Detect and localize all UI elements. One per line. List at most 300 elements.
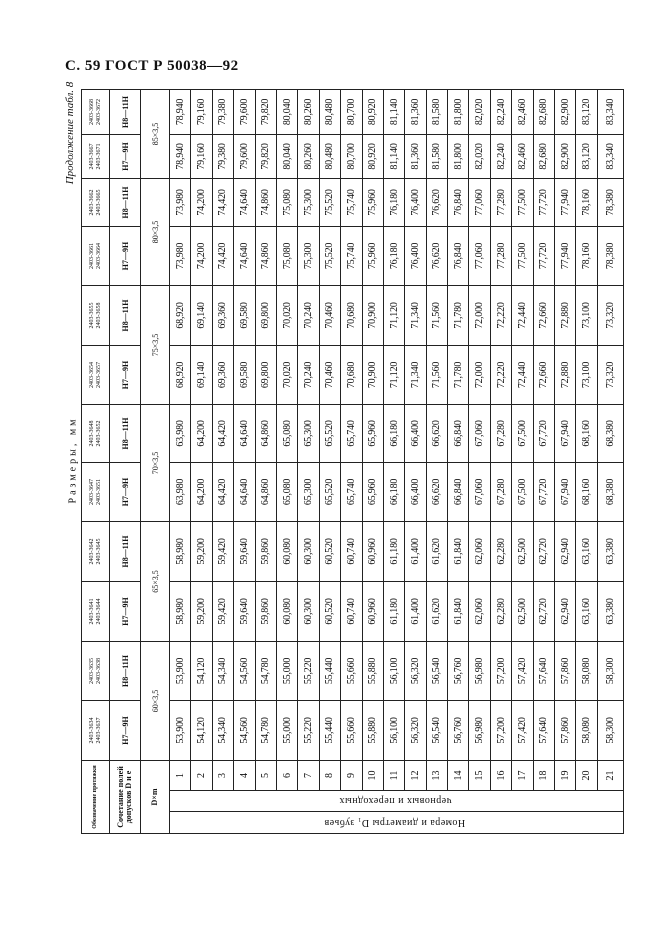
tolerance-cell: H8—11H: [110, 521, 141, 581]
row-number: 3: [212, 760, 233, 790]
row-number: 6: [276, 760, 297, 790]
value-cell: 67,280: [490, 404, 511, 462]
value-cell: 74,200: [191, 178, 212, 226]
value-cell: 68,920: [170, 285, 191, 345]
value-cell: 54,120: [191, 700, 212, 760]
value-cell: 72,440: [512, 285, 533, 345]
value-cell: 81,140: [383, 89, 404, 134]
row-number: 7: [298, 760, 319, 790]
value-cell: 53,900: [170, 641, 191, 700]
value-cell: 67,720: [533, 404, 554, 462]
value-cell: 63,980: [170, 462, 191, 521]
designation-label: Обозначение протяжки: [82, 760, 110, 833]
value-cell: 59,420: [212, 581, 233, 641]
row-number: 12: [405, 760, 426, 790]
value-cell: 66,620: [426, 462, 447, 521]
broach-code: 2403-3662: [88, 189, 95, 216]
value-cell: 74,640: [234, 226, 255, 285]
size-cell: 70×3,5: [141, 404, 170, 521]
value-cell: 77,060: [469, 178, 490, 226]
value-cell: 56,980: [469, 641, 490, 700]
value-cell: 62,720: [533, 581, 554, 641]
value-cell: 69,580: [234, 345, 255, 404]
value-cell: 61,840: [448, 521, 469, 581]
row-number: 10: [362, 760, 383, 790]
value-cell: 78,380: [597, 226, 623, 285]
value-cell: 65,080: [276, 404, 297, 462]
value-cell: 55,440: [319, 700, 340, 760]
value-cell: 77,720: [533, 178, 554, 226]
value-cell: 55,880: [362, 700, 383, 760]
table-row: [469, 89, 490, 833]
tolerance-cell: H8—11H: [110, 285, 141, 345]
value-cell: 81,140: [383, 134, 404, 178]
value-cell: 79,600: [234, 89, 255, 134]
table-row: [405, 89, 426, 833]
value-cell: 61,400: [405, 581, 426, 641]
value-cell: 65,300: [298, 462, 319, 521]
value-cell: 54,780: [255, 641, 276, 700]
broach-code-cell: [82, 178, 110, 226]
value-cell: 73,100: [576, 285, 597, 345]
value-cell: 54,560: [234, 700, 255, 760]
broach-code: 2403-3641: [88, 598, 95, 625]
value-cell: 80,260: [298, 134, 319, 178]
value-cell: 79,380: [212, 134, 233, 178]
value-cell: 65,960: [362, 404, 383, 462]
value-cell: 82,020: [469, 134, 490, 178]
value-cell: 81,360: [405, 89, 426, 134]
broach-code-cell: [82, 462, 110, 521]
value-cell: 70,460: [319, 285, 340, 345]
value-cell: 80,040: [276, 134, 297, 178]
value-cell: 80,040: [276, 89, 297, 134]
dimensions-label: Размеры, мм: [67, 416, 79, 504]
value-cell: 60,080: [276, 521, 297, 581]
value-cell: 57,860: [555, 641, 576, 700]
broach-code: 2403-3645: [95, 538, 102, 565]
value-cell: 70,680: [341, 345, 362, 404]
value-cell: 55,660: [341, 700, 362, 760]
value-cell: 75,520: [319, 226, 340, 285]
broach-code: 2403-3638: [95, 657, 102, 684]
table-row: [597, 89, 623, 833]
value-cell: 64,200: [191, 462, 212, 521]
value-cell: 62,500: [512, 521, 533, 581]
value-cell: 58,980: [170, 581, 191, 641]
value-cell: 58,300: [597, 641, 623, 700]
value-cell: 72,660: [533, 285, 554, 345]
value-cell: 68,920: [170, 345, 191, 404]
broach-code: 2403-3652: [95, 420, 102, 447]
value-cell: 70,460: [319, 345, 340, 404]
table-row: [448, 89, 469, 833]
broach-code-cell: [82, 285, 110, 345]
row-number: 15: [469, 760, 490, 790]
value-cell: 54,780: [255, 700, 276, 760]
value-cell: 75,960: [362, 226, 383, 285]
value-cell: 77,940: [555, 178, 576, 226]
value-cell: 64,860: [255, 404, 276, 462]
value-cell: 73,320: [597, 285, 623, 345]
value-cell: 83,120: [576, 134, 597, 178]
value-cell: 76,400: [405, 178, 426, 226]
value-cell: 55,000: [276, 641, 297, 700]
table-row: [341, 89, 362, 833]
value-cell: 76,180: [383, 226, 404, 285]
value-cell: 54,120: [191, 641, 212, 700]
value-cell: 67,060: [469, 462, 490, 521]
value-cell: 60,300: [298, 581, 319, 641]
value-cell: 63,380: [597, 521, 623, 581]
value-cell: 80,920: [362, 134, 383, 178]
row-number: 16: [490, 760, 511, 790]
value-cell: 55,000: [276, 700, 297, 760]
value-cell: 77,940: [555, 226, 576, 285]
row-number: 9: [341, 760, 362, 790]
value-cell: 57,640: [533, 700, 554, 760]
value-cell: 61,620: [426, 521, 447, 581]
value-cell: 74,420: [212, 226, 233, 285]
value-cell: 73,320: [597, 345, 623, 404]
value-cell: 56,320: [405, 641, 426, 700]
value-cell: 68,380: [597, 404, 623, 462]
value-cell: 62,060: [469, 581, 490, 641]
table-row: [234, 89, 255, 833]
value-cell: 69,360: [212, 285, 233, 345]
broach-code: 2403-3672: [95, 98, 102, 125]
value-cell: 74,640: [234, 178, 255, 226]
value-cell: 60,300: [298, 521, 319, 581]
value-cell: 79,160: [191, 134, 212, 178]
value-cell: 64,200: [191, 404, 212, 462]
table-row: [490, 89, 511, 833]
value-cell: 75,300: [298, 226, 319, 285]
value-cell: 61,180: [383, 581, 404, 641]
value-cell: 74,860: [255, 178, 276, 226]
value-cell: 79,380: [212, 89, 233, 134]
value-cell: 71,560: [426, 345, 447, 404]
value-cell: 82,240: [490, 89, 511, 134]
value-cell: 64,420: [212, 404, 233, 462]
page-title: С. 59 ГОСТ Р 50038—92: [65, 58, 239, 74]
value-cell: 75,960: [362, 178, 383, 226]
value-cell: 55,880: [362, 641, 383, 700]
value-cell: 67,280: [490, 462, 511, 521]
value-cell: 77,280: [490, 178, 511, 226]
value-cell: 61,180: [383, 521, 404, 581]
value-cell: 69,800: [255, 285, 276, 345]
tolerance-cell: H7—9H: [110, 345, 141, 404]
value-cell: 60,960: [362, 521, 383, 581]
row-number: 4: [234, 760, 255, 790]
broach-code: 2403-3668: [88, 98, 95, 125]
value-cell: 72,000: [469, 345, 490, 404]
value-cell: 80,700: [341, 89, 362, 134]
value-cell: 61,620: [426, 581, 447, 641]
value-cell: 56,540: [426, 641, 447, 700]
value-cell: 70,240: [298, 285, 319, 345]
value-cell: 60,520: [319, 581, 340, 641]
value-cell: 83,120: [576, 89, 597, 134]
value-cell: 65,740: [341, 404, 362, 462]
value-cell: 69,580: [234, 285, 255, 345]
value-cell: 55,220: [298, 641, 319, 700]
tolerance-cell: H8—11H: [110, 641, 141, 700]
row-number: 11: [383, 760, 404, 790]
row-number: 21: [597, 760, 623, 790]
value-cell: 63,980: [170, 404, 191, 462]
value-cell: 70,020: [276, 345, 297, 404]
value-cell: 79,160: [191, 89, 212, 134]
row-number: 13: [426, 760, 447, 790]
value-cell: 81,800: [448, 134, 469, 178]
side-label-inner-text: черновых и переходных: [338, 795, 452, 807]
value-cell: 59,640: [234, 521, 255, 581]
value-cell: 63,380: [597, 581, 623, 641]
value-cell: 64,860: [255, 462, 276, 521]
broach-code: 2403-3661: [88, 242, 95, 269]
value-cell: 67,060: [469, 404, 490, 462]
value-cell: 63,160: [576, 581, 597, 641]
value-cell: 79,820: [255, 134, 276, 178]
value-cell: 57,640: [533, 641, 554, 700]
value-cell: 77,500: [512, 178, 533, 226]
value-cell: 81,800: [448, 89, 469, 134]
value-cell: 75,080: [276, 178, 297, 226]
value-cell: 76,400: [405, 226, 426, 285]
tolerance-label: Сочетание полей допусков D и e: [110, 760, 141, 833]
value-cell: 57,420: [512, 700, 533, 760]
value-cell: 54,560: [234, 641, 255, 700]
value-cell: 80,480: [319, 134, 340, 178]
value-cell: 60,740: [341, 521, 362, 581]
value-cell: 56,100: [383, 700, 404, 760]
value-cell: 79,820: [255, 89, 276, 134]
side-label-inner: [170, 791, 624, 812]
row-number: 5: [255, 760, 276, 790]
table-row: [255, 89, 276, 833]
broach-code: 2403-3671: [95, 143, 102, 170]
value-cell: 75,740: [341, 226, 362, 285]
value-cell: 66,400: [405, 404, 426, 462]
value-cell: 70,020: [276, 285, 297, 345]
value-cell: 77,060: [469, 226, 490, 285]
row-number: 8: [319, 760, 340, 790]
value-cell: 63,160: [576, 521, 597, 581]
table-row: [512, 89, 533, 833]
value-cell: 76,840: [448, 178, 469, 226]
table-row: [276, 89, 297, 833]
value-cell: 74,420: [212, 178, 233, 226]
value-cell: 71,340: [405, 285, 426, 345]
value-cell: 70,900: [362, 285, 383, 345]
size-cell: 75×3,5: [141, 285, 170, 404]
value-cell: 79,600: [234, 134, 255, 178]
value-cell: 71,120: [383, 285, 404, 345]
broach-code-cell: [82, 345, 110, 404]
broach-code: 2403-3635: [88, 657, 95, 684]
value-cell: 72,880: [555, 345, 576, 404]
rotated-table-frame: [81, 90, 625, 834]
value-cell: 80,920: [362, 89, 383, 134]
value-cell: 59,860: [255, 521, 276, 581]
broach-code-cell: [82, 89, 110, 134]
row-number: 1: [170, 760, 191, 790]
row-number: 17: [512, 760, 533, 790]
value-cell: 83,340: [597, 89, 623, 134]
value-cell: 66,840: [448, 462, 469, 521]
tolerance-cell: H8—11H: [110, 404, 141, 462]
value-cell: 67,500: [512, 404, 533, 462]
table-row: [555, 89, 576, 833]
broach-code-cell: [82, 521, 110, 581]
value-cell: 78,380: [597, 178, 623, 226]
value-cell: 82,680: [533, 134, 554, 178]
value-cell: 59,640: [234, 581, 255, 641]
value-cell: 75,520: [319, 178, 340, 226]
value-cell: 56,100: [383, 641, 404, 700]
size-cell: 80×3,5: [141, 178, 170, 285]
table-row: [383, 89, 404, 833]
value-cell: 71,780: [448, 285, 469, 345]
value-cell: 62,500: [512, 581, 533, 641]
value-cell: 66,840: [448, 404, 469, 462]
value-cell: 73,980: [170, 226, 191, 285]
value-cell: 78,160: [576, 178, 597, 226]
table-row: [319, 89, 340, 833]
value-cell: 72,660: [533, 345, 554, 404]
broach-code: 2403-3657: [95, 361, 102, 388]
value-cell: 58,080: [576, 700, 597, 760]
broach-code-cell: [82, 641, 110, 700]
value-cell: 83,340: [597, 134, 623, 178]
tolerance-cell: H7—9H: [110, 134, 141, 178]
value-cell: 73,100: [576, 345, 597, 404]
row-number: 19: [555, 760, 576, 790]
value-cell: 76,180: [383, 178, 404, 226]
value-cell: 72,440: [512, 345, 533, 404]
value-cell: 82,460: [512, 89, 533, 134]
value-cell: 71,780: [448, 345, 469, 404]
value-cell: 73,980: [170, 178, 191, 226]
header-row-size: [141, 89, 170, 833]
row-number: 18: [533, 760, 554, 790]
value-cell: 60,740: [341, 581, 362, 641]
value-cell: 74,860: [255, 226, 276, 285]
value-cell: 69,360: [212, 345, 233, 404]
value-cell: 56,540: [426, 700, 447, 760]
value-cell: 82,020: [469, 89, 490, 134]
value-cell: 54,340: [212, 641, 233, 700]
value-cell: 66,180: [383, 462, 404, 521]
value-cell: 81,580: [426, 134, 447, 178]
value-cell: 58,080: [576, 641, 597, 700]
value-cell: 81,360: [405, 134, 426, 178]
broach-code: 2403-3654: [88, 361, 95, 388]
value-cell: 82,460: [512, 134, 533, 178]
value-cell: 65,520: [319, 462, 340, 521]
value-cell: 62,280: [490, 581, 511, 641]
value-cell: 55,660: [341, 641, 362, 700]
side-label-outer-text: Номера и диаметры D₁ зубьев: [324, 817, 466, 828]
table-row: [191, 89, 212, 833]
broach-code: 2403-3634: [88, 717, 95, 744]
tolerance-cell: H7—9H: [110, 462, 141, 521]
row-number: 14: [448, 760, 469, 790]
tolerance-cell: H8—11H: [110, 89, 141, 134]
value-cell: 74,200: [191, 226, 212, 285]
table-row: [533, 89, 554, 833]
value-cell: 62,720: [533, 521, 554, 581]
value-cell: 72,880: [555, 285, 576, 345]
broach-code-cell: [82, 404, 110, 462]
value-cell: 64,640: [234, 404, 255, 462]
broach-code-cell: [82, 700, 110, 760]
value-cell: 80,700: [341, 134, 362, 178]
broach-code: 2403-3647: [88, 478, 95, 505]
value-cell: 76,620: [426, 178, 447, 226]
header-row-tolerance: [110, 89, 141, 833]
broach-code: 2403-3664: [95, 242, 102, 269]
header-row-designation: [82, 89, 110, 833]
value-cell: 68,160: [576, 404, 597, 462]
broach-code: 2403-3637: [95, 717, 102, 744]
value-cell: 72,220: [490, 345, 511, 404]
value-cell: 71,340: [405, 345, 426, 404]
value-cell: 70,240: [298, 345, 319, 404]
tolerance-cell: H7—9H: [110, 581, 141, 641]
row-number: 2: [191, 760, 212, 790]
broach-code: 2403-3651: [95, 478, 102, 505]
value-cell: 67,940: [555, 404, 576, 462]
broach-code: 2403-3648: [88, 420, 95, 447]
table-continuation-label: Продолжение табл. 8: [64, 81, 76, 185]
broach-code: 2403-3665: [95, 189, 102, 216]
value-cell: 80,480: [319, 89, 340, 134]
value-cell: 56,760: [448, 700, 469, 760]
value-cell: 59,200: [191, 581, 212, 641]
tolerance-cell: H8—11H: [110, 178, 141, 226]
value-cell: 57,200: [490, 700, 511, 760]
value-cell: 67,500: [512, 462, 533, 521]
value-cell: 70,680: [341, 285, 362, 345]
broach-code-cell: [82, 581, 110, 641]
value-cell: 62,940: [555, 581, 576, 641]
broach-code-cell: [82, 134, 110, 178]
value-cell: 78,940: [170, 134, 191, 178]
broach-code: 2403-3644: [95, 598, 102, 625]
value-cell: 59,200: [191, 521, 212, 581]
value-cell: 55,220: [298, 700, 319, 760]
tolerance-cell: H7—9H: [110, 226, 141, 285]
value-cell: 60,520: [319, 521, 340, 581]
value-cell: 57,860: [555, 700, 576, 760]
value-cell: 54,340: [212, 700, 233, 760]
table-row: [298, 89, 319, 833]
broach-dimensions-table: [81, 89, 624, 834]
value-cell: 56,760: [448, 641, 469, 700]
value-cell: 69,140: [191, 285, 212, 345]
value-cell: 67,940: [555, 462, 576, 521]
value-cell: 82,680: [533, 89, 554, 134]
value-cell: 67,720: [533, 462, 554, 521]
value-cell: 65,080: [276, 462, 297, 521]
value-cell: 59,420: [212, 521, 233, 581]
value-cell: 72,000: [469, 285, 490, 345]
value-cell: 62,280: [490, 521, 511, 581]
value-cell: 57,200: [490, 641, 511, 700]
